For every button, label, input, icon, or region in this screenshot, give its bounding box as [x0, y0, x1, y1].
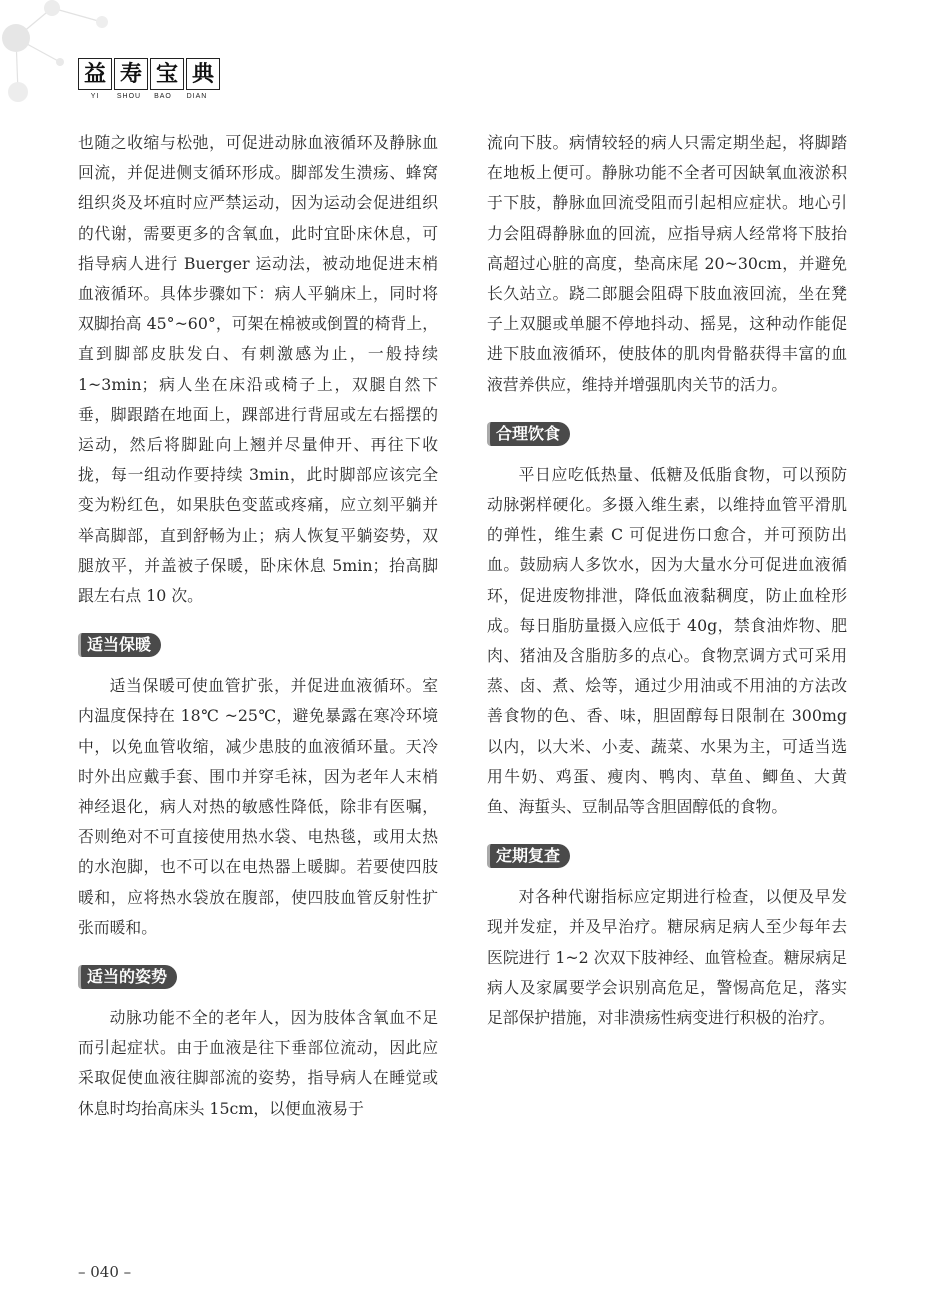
title-char: 寿	[114, 58, 148, 90]
book-title	[78, 58, 220, 90]
section-heading-checkup: 定期复查	[487, 844, 570, 868]
pinyin-syllable: SHOU	[116, 93, 142, 100]
right-column	[487, 128, 847, 1033]
book-title-pinyin	[78, 93, 220, 100]
section-heading-posture: 适当的姿势	[78, 965, 177, 989]
title-char: 益	[78, 58, 112, 90]
paragraph-exercise-continued: 也随之收缩与松弛，可促进动脉血液循环及静脉血回流，并促进侧支循环形成。脚部发生溃疡、蜂窝组织炎及坏疽时应严禁运动，因为运动会促进组织的代谢，需要更多的含氧血，此时宜卧床休息，可指导病人进行 Buerger 运动法，被动地促进末梢血液循环。具体步骤如下：病人平躺床上，同时将双脚抬高 45°~60°，可架在棉被或倒置的椅背上，直到脚部皮肤发白、有刺激感为止，一般持续 1~3min；病人坐在床沿或椅子上，双腿自然下垂，脚跟踏在地面上，踝部进行背屈或左右摇摆的运动，然后将脚趾向上翘并尽量伸开、再往下收拢，每一组动作要持续 3min，此时脚部应该完全变为粉红色，如果肤色变蓝或疼痛，应立刻平躺并举高脚部，直到舒畅为止；病人恢复平躺姿势，双腿放平，并盖被子保暖，卧床休息 5min；抬高脚跟左右点 10 次。	[78, 133, 438, 606]
title-char: 典	[186, 58, 220, 90]
page-number: – 040 –	[78, 1263, 132, 1281]
paragraph-diet: 平日应吃低热量、低糖及低脂食物，可以预防动脉粥样硬化。多摄入维生素，以维持血管平滑肌的弹性，维生素 C 可促进伤口愈合，并可预防出血。鼓励病人多饮水，因为大量水分可促进血液循环，促进废物排泄，降低血液黏稠度，防止血栓形成。每日脂肪量摄入应低于 40g，禁食油炸物、肥肉、猪油及含脂肪多的点心。食物烹调方式可采用蒸、卤、煮、烩等，通过少用油或不用油的方法改善食物的色、香、味，胆固醇每日限制在 300mg 以内，以大米、小麦、蔬菜、水果为主，可适当选用牛奶、鸡蛋、瘦肉、鸭肉、草鱼、鲫鱼、大黄鱼、海蜇头、豆制品等含胆固醇低的食物。	[487, 464, 847, 817]
title-char: 宝	[150, 58, 184, 90]
paragraph-posture-continued: 流向下肢。病情较轻的病人只需定期坐起，将脚踏在地板上便可。静脉功能不全者可因缺氧血液淤积于下肢，静脉血回流受阻而引起相应症状。地心引力会阻碍静脉血的回流，应指导病人经常将下肢抬高超过心脏的高度，垫高床尾 20~30cm，并避免长久站立。跷二郎腿会阻碍下肢血液回流，坐在凳子上双腿或单腿不停地抖动、摇晃，这种动作能促进下肢血液循环，使肢体的肌肉骨骼获得丰富的血液营养供应，维持并增强肌肉关节的活力。	[487, 133, 847, 394]
book-title-header	[78, 58, 220, 100]
paragraph-checkup: 对各种代谢指标应定期进行检查，以便及早发现并发症，并及早治疗。糖尿病足病人至少每年去医院进行 1~2 次双下肢神经、血管检查。糖尿病足病人及家属要学会识别高危足，警惕高危足，落实足部保护措施，对非溃疡性病变进行积极的治疗。	[487, 887, 847, 1028]
left-column	[78, 128, 438, 1124]
section-heading-keep-warm: 适当保暖	[78, 633, 161, 657]
pinyin-syllable: BAO	[154, 93, 172, 100]
paragraph-posture: 动脉功能不全的老年人，因为肢体含氧血不足而引起症状。由于血液是往下垂部位流动，因此应采取促使血液往脚部流的姿势，指导病人在睡觉或休息时均抬高床头 15cm，以便血液易于	[78, 1008, 438, 1118]
section-heading-diet: 合理饮食	[487, 422, 570, 446]
pinyin-syllable: DIAN	[186, 93, 208, 100]
pinyin-syllable: YI	[90, 93, 100, 100]
paragraph-keep-warm: 适当保暖可使血管扩张，并促进血液循环。室内温度保持在 18℃ ~25℃，避免暴露在寒冷环境中，以免血管收缩，减少患肢的血液循环量。天冷时外出应戴手套、围巾并穿毛袜，因为老年人末梢神经退化，病人对热的敏感性降低，除非有医嘱，否则绝对不可直接使用热水袋、电热毯，或用太热的水泡脚，也不可以在电热器上暖脚。若要使四肢暖和，应将热水袋放在腹部，使四肢血管反射性扩张而暖和。	[78, 676, 438, 937]
